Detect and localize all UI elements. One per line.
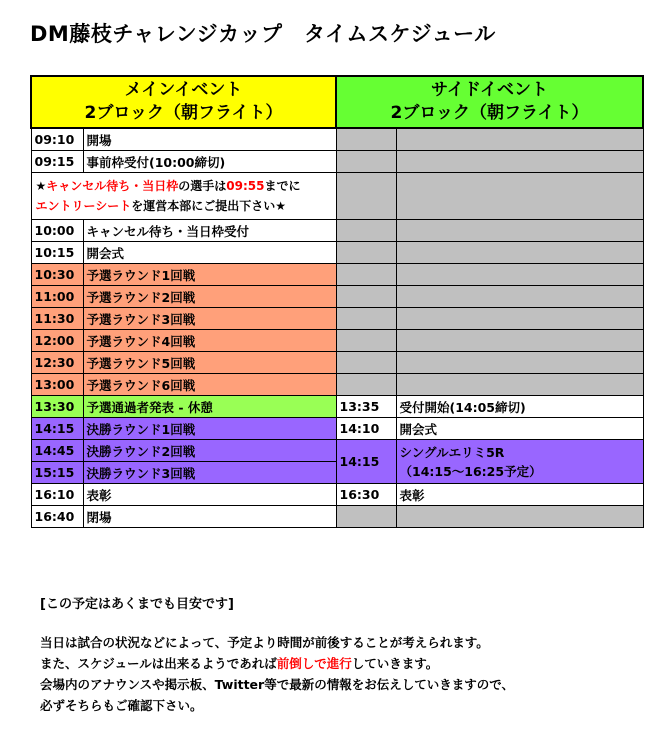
page-title: DM藤枝チャレンジカップ タイムスケジュール xyxy=(30,22,496,46)
main-label: 決勝ラウンド2回戦 xyxy=(83,440,336,462)
main-label: 予選ラウンド4回戦 xyxy=(83,330,336,352)
disclaimer-line: 必ずそちらもご確認下さい。 xyxy=(40,698,203,713)
side-empty-cell xyxy=(396,242,643,264)
side-event-header-line2: 2ブロック（朝フライト） xyxy=(390,103,589,123)
side-empty-cell xyxy=(396,128,643,151)
table-row xyxy=(31,286,643,308)
main-time: 09:10 xyxy=(31,128,83,151)
header-row xyxy=(31,76,643,128)
main-label: 事前枠受付(10:00締切) xyxy=(83,151,336,173)
side-empty-cell xyxy=(336,286,396,308)
table-row xyxy=(31,128,643,151)
side-empty-cell xyxy=(336,242,396,264)
side-time: 16:30 xyxy=(336,484,396,506)
table-row xyxy=(31,418,643,440)
side-event-header-line1: サイドイベント xyxy=(431,80,548,100)
table-row xyxy=(31,506,643,528)
disclaimer-text: していきます。 xyxy=(351,656,439,671)
side-empty-cell xyxy=(396,151,643,173)
main-label: 開会式 xyxy=(83,242,336,264)
table-row xyxy=(31,374,643,396)
disclaimer-line: 当日は試合の状況などによって、予定より時間が前後することが考えられます。 xyxy=(40,635,489,650)
side-empty-cell xyxy=(336,308,396,330)
main-label: 予選ラウンド3回戦 xyxy=(83,308,336,330)
side-label-line2: （14:15～16:25予定） xyxy=(399,463,542,479)
main-event-header-line2: 2ブロック（朝フライト） xyxy=(84,103,283,123)
notice-text: の選手は xyxy=(178,179,227,193)
side-time: 14:10 xyxy=(336,418,396,440)
side-time: 14:15 xyxy=(336,440,396,484)
side-empty-cell xyxy=(396,264,643,286)
main-label: 閉場 xyxy=(83,506,336,528)
main-time: 12:30 xyxy=(31,352,83,374)
side-empty-cell xyxy=(336,374,396,396)
main-time: 10:15 xyxy=(31,242,83,264)
notice-highlight: キャンセル待ち・当日枠 xyxy=(46,179,179,193)
main-label: 予選ラウンド5回戦 xyxy=(83,352,336,374)
main-time: 14:15 xyxy=(31,418,83,440)
disclaimer-line xyxy=(40,653,514,674)
disclaimer-highlight: 前倒しで進行 xyxy=(276,656,352,671)
side-empty-cell xyxy=(396,352,643,374)
side-empty-cell xyxy=(396,220,643,242)
side-empty-cell xyxy=(336,173,396,220)
table-row xyxy=(31,308,643,330)
late-entry-notice xyxy=(31,173,336,220)
main-label: 予選ラウンド2回戦 xyxy=(83,286,336,308)
main-label: 決勝ラウンド3回戦 xyxy=(83,462,336,484)
main-time: 16:40 xyxy=(31,506,83,528)
table-row xyxy=(31,484,643,506)
side-empty-cell xyxy=(336,330,396,352)
side-empty-cell xyxy=(396,506,643,528)
main-time: 10:00 xyxy=(31,220,83,242)
side-label-line1: シングルエリミ5R xyxy=(399,444,505,460)
side-empty-cell xyxy=(336,506,396,528)
notice-text: までに xyxy=(264,179,301,193)
disclaimer-text: また、スケジュールは出来るようであれば xyxy=(40,656,277,671)
side-empty-cell xyxy=(396,374,643,396)
main-label: 予選ラウンド6回戦 xyxy=(83,374,336,396)
main-event-header xyxy=(31,76,336,128)
main-time: 15:15 xyxy=(31,462,83,484)
main-label: 決勝ラウンド1回戦 xyxy=(83,418,336,440)
main-time: 14:45 xyxy=(31,440,83,462)
side-empty-cell xyxy=(336,352,396,374)
notice-star: ★ xyxy=(35,179,47,193)
side-empty-cell xyxy=(396,286,643,308)
main-label: 予選通過者発表 - 休憩 xyxy=(83,396,336,418)
side-empty-cell xyxy=(336,128,396,151)
disclaimer-body xyxy=(40,632,514,716)
side-empty-cell xyxy=(396,173,643,220)
notice-deadline: 09:55 xyxy=(226,179,265,193)
table-row xyxy=(31,242,643,264)
main-time: 11:00 xyxy=(31,286,83,308)
side-empty-cell xyxy=(396,308,643,330)
disclaimer-line: 会場内のアナウンスや掲示板、Twitter等で最新の情報をお伝えしていきますので、 xyxy=(40,677,514,692)
side-empty-cell xyxy=(396,330,643,352)
table-row xyxy=(31,352,643,374)
side-time: 13:35 xyxy=(336,396,396,418)
disclaimer-title: [この予定はあくまでも目安です] xyxy=(40,597,234,612)
side-empty-cell xyxy=(336,220,396,242)
notice-highlight: エントリーシート xyxy=(35,199,132,213)
main-time: 10:30 xyxy=(31,264,83,286)
main-label: 表彰 xyxy=(83,484,336,506)
main-label: キャンセル待ち・当日枠受付 xyxy=(83,220,336,242)
notice-text: を運営本部にご提出下さい★ xyxy=(131,199,287,213)
main-label: 開場 xyxy=(83,128,336,151)
side-label: 表彰 xyxy=(396,484,643,506)
side-label: 開会式 xyxy=(396,418,643,440)
side-label xyxy=(396,440,643,484)
main-time: 13:30 xyxy=(31,396,83,418)
side-empty-cell xyxy=(336,264,396,286)
table-row xyxy=(31,264,643,286)
table-row xyxy=(31,151,643,173)
schedule-table xyxy=(30,75,644,528)
table-row xyxy=(31,220,643,242)
main-label: 予選ラウンド1回戦 xyxy=(83,264,336,286)
main-time: 13:00 xyxy=(31,374,83,396)
main-time: 12:00 xyxy=(31,330,83,352)
notice-row xyxy=(31,173,643,220)
side-empty-cell xyxy=(336,151,396,173)
main-event-header-line1: メインイベント xyxy=(124,80,243,100)
side-event-header xyxy=(336,76,643,128)
table-row xyxy=(31,440,643,462)
table-row xyxy=(31,330,643,352)
main-time: 09:15 xyxy=(31,151,83,173)
main-time: 11:30 xyxy=(31,308,83,330)
main-time: 16:10 xyxy=(31,484,83,506)
side-label: 受付開始(14:05締切) xyxy=(396,396,643,418)
table-row xyxy=(31,396,643,418)
